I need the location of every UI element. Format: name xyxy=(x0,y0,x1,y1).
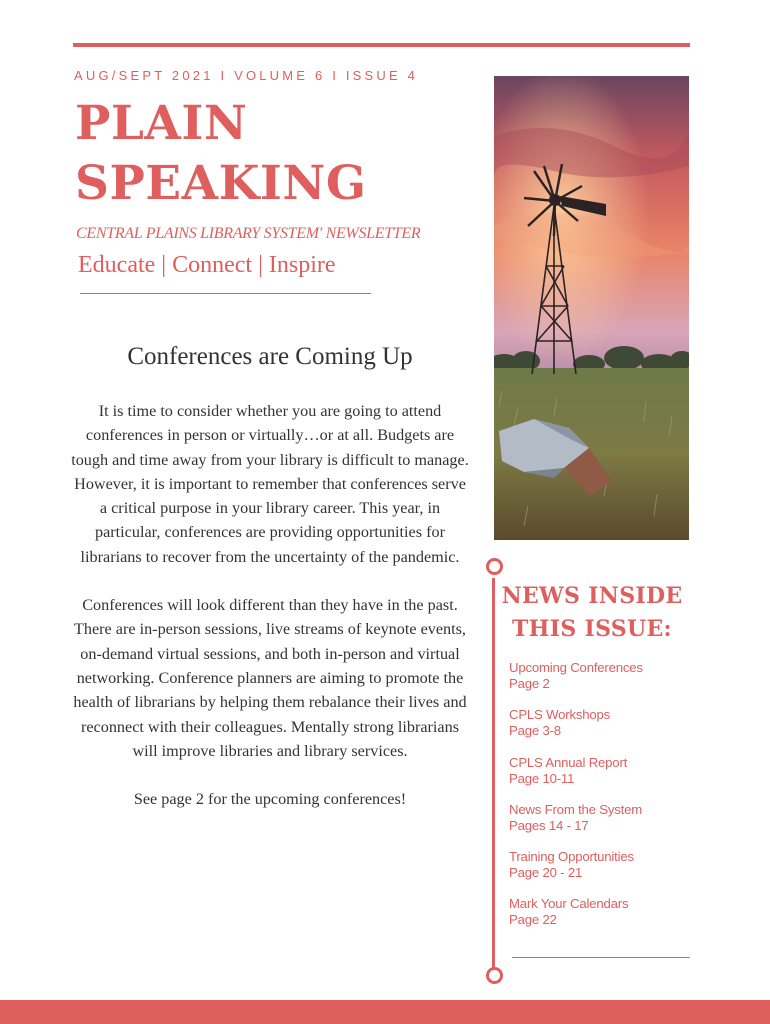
article-heading: Conferences are Coming Up xyxy=(127,343,413,370)
article-paragraph: Conferences will look different than they have in the past. There are in-person sessions, live streams of keynote events, on-demand virtual sessions, and both in-person and virtual networking. Conference planners are aiming to promote the health of librarians by helping them rebalance their lives and reconnect with their colleagues. Mentally strong librarians will improve libraries and library services. xyxy=(73,596,467,760)
news-list-item xyxy=(509,802,643,849)
news-item-title: CPLS Workshops xyxy=(509,707,611,723)
top-rule xyxy=(73,43,690,47)
issue-info: AUG/SEPT 2021 I VOLUME 6 I ISSUE 4 xyxy=(74,68,419,83)
sidebar-timeline xyxy=(492,578,495,969)
news-item-title: Mark Your Calendars xyxy=(509,896,629,912)
news-item-page: Page 3-8 xyxy=(509,723,561,739)
timeline-ring-top xyxy=(486,558,503,575)
news-list xyxy=(509,660,643,944)
article-paragraph: See page 2 for the upcoming conferences! xyxy=(133,790,407,809)
timeline-ring-bottom xyxy=(486,967,503,984)
news-inside-heading: NEWS INSIDE THIS ISSUE: xyxy=(501,583,683,642)
news-item-title: CPLS Annual Report xyxy=(509,754,628,770)
news-item-title: Upcoming Conferences xyxy=(509,660,643,675)
newsletter-subtitle: CENTRAL PLAINS LIBRARY SYSTEM' NEWSLETTER xyxy=(76,225,421,242)
news-item-title: News From the System xyxy=(509,801,643,817)
tagline-rule xyxy=(80,293,371,294)
news-list-item xyxy=(509,755,643,802)
news-item-page: Page 20 - 21 xyxy=(509,865,583,881)
news-item-page: Page 2 xyxy=(509,676,550,691)
article-paragraph: It is time to consider whether you are going to attend conferences in person or virtually…or at all. Budgets are tough and time away from your library is difficult to manage. However, it is important to remember that conferences serve a critical purpose in your library career. This year, in particular, conferences are providing opportunities for librarians to recover from the uncertainty of the pandemic. xyxy=(71,402,469,566)
news-item-page: Page 10-11 xyxy=(509,770,575,786)
bottom-bar xyxy=(0,1000,770,1024)
news-item-page: Page 22 xyxy=(509,912,557,928)
article xyxy=(70,343,470,811)
tagline: Educate | Connect | Inspire xyxy=(78,252,336,278)
news-item-title: Training Opportunities xyxy=(509,849,634,865)
news-list-item xyxy=(509,707,643,754)
sidebar-rule xyxy=(512,957,690,958)
windmill-photo xyxy=(494,76,689,540)
newsletter-title: PLAIN SPEAKING xyxy=(75,96,367,211)
news-list-item xyxy=(509,849,643,896)
news-list-item xyxy=(509,896,643,943)
news-list-item xyxy=(509,660,643,707)
news-item-page: Pages 14 - 17 xyxy=(509,817,589,833)
